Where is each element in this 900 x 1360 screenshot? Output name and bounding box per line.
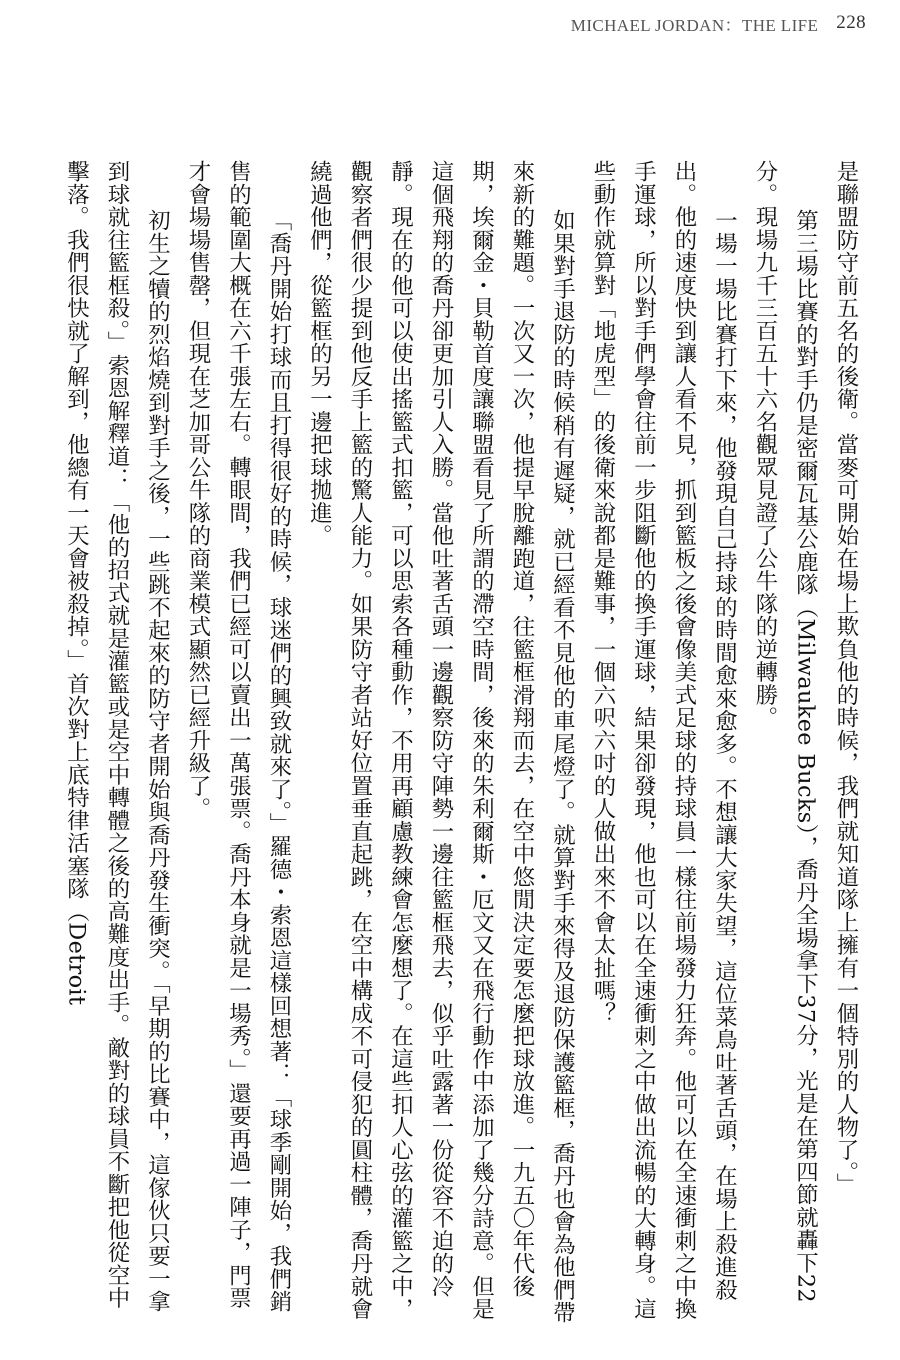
page-number: 228 bbox=[836, 12, 866, 33]
paragraph: 一場一場比賽打下來，他發現自己持球的時間愈來愈多。不想讓大家失望，這位菜鳥吐著舌頭，在場上殺進殺出。他的速度快到讓人看不見，抓到籃板之後會像美式足球的持球員一樣往前場發力狂奔。他可以在全速衝刺之中換手運球，所以對手們學會往前一步阻斷他的換手運球，結果卻發現，他也可以在全速衝刺之中做出流暢的大轉身。這些動作就算對「地虎型」的後衛來說都是難事，一個六呎六吋的人做出來不會太扯嗎？ bbox=[590, 160, 738, 1321]
running-head bbox=[571, 10, 866, 36]
paragraph: 第三場比賽的對手仍是密爾瓦基公鹿隊（Milwaukee Bucks），喬丹全場拿下37分，光是在第四節就轟下22分。現場九千三百五十六名觀眾見證了公牛隊的逆轉勝。 bbox=[752, 160, 819, 1304]
paragraph: 初生之犢的烈焰燒到對手之後，一些跳不起來的防守者開始與喬丹發生衝突。「早期的比賽中，這傢伙只要一拿到球就往籃框殺。」索恩解釋道：「他的招式就是灌籃或是空中轉體之後的高難度出手。敵對的球員不斷把他從空中擊落。我們很快就了解到，他總有一天會被殺掉。」首次對上底特律活塞隊（Detroit bbox=[63, 160, 171, 1313]
body-text bbox=[34, 160, 866, 1328]
paragraph: 是聯盟防守前五名的後衛。當麥可開始在場上欺負他的時候，我們就知道隊上擁有一個特別的人物了。」 bbox=[833, 160, 859, 1196]
running-head-title: MICHAEL JORDAN：THE LIFE bbox=[570, 15, 819, 35]
paragraph: 「喬丹開始打球而且打得很好的時候，球迷們的興致就來了。」羅德・索恩這樣回想著：「球季剛開始，我們銷售的範圍大概在六千張左右。轉眼間，我們已經可以賣出一萬張票。喬丹本身就是一場秀。」還要再過一陣子，門票才會場場售罄，但現在芝加哥公牛隊的商業模式顯然已經升級了。 bbox=[185, 160, 292, 1313]
paragraph: 如果對手退防的時候稍有遲疑，就已經看不見他的車尾燈了。就算對手來得及退防保護籃框，喬丹也會為他們帶來新的難題。一次又一次，他提早脫離跑道，往籃框滑翔而去，在空中悠閒決定要怎麼把球放進。一九五〇年代後期，埃爾金・貝勒首度讓聯盟看見了所謂的滯空時間，後來的朱利爾斯・厄文又在飛行動作中添加了幾分詩意。但是這個飛翔的喬丹卻更加引人入勝。當他吐著舌頭一邊觀察防守陣勢一邊往籃框飛去，似乎吐露著一份從容不迫的冷靜。現在的他可以使出搖籃式扣籃，可以思索各種動作，不用再顧慮教練會怎麼想了。在這些扣人心弦的灌籃之中，觀察者們很少提到他反手上籃的驚人能力。如果防守者站好位置垂直起跳，在空中構成不可侵犯的圓柱體，喬丹就會繞過他們，從籃框的另一邊把球拋進。 bbox=[306, 160, 576, 1325]
